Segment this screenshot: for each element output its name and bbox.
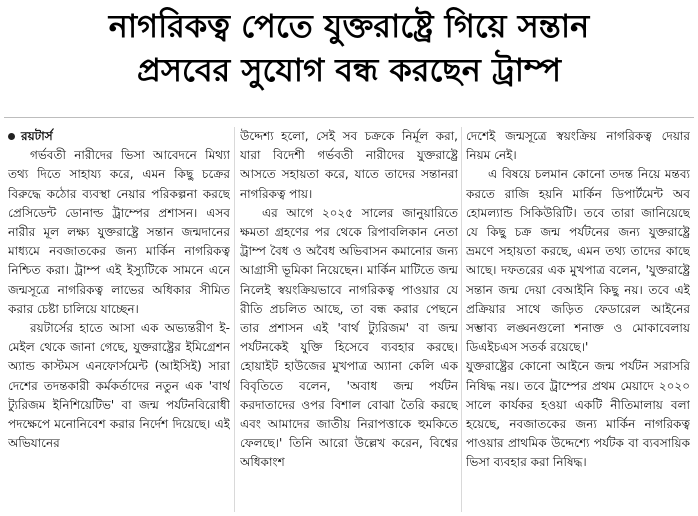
bullet-icon bbox=[8, 133, 15, 140]
headline-divider bbox=[4, 117, 694, 118]
article-column-1 bbox=[8, 127, 230, 512]
column-divider bbox=[234, 127, 235, 512]
byline bbox=[8, 127, 230, 146]
column-divider bbox=[461, 127, 462, 512]
headline-line-1: নাগরিকত্ব পেতে যুক্তরাষ্ট্রে গিয়ে সন্তান bbox=[108, 7, 590, 45]
article-column-2 bbox=[240, 127, 458, 512]
paragraph: রয়টার্সের হাতে আসা এক অভ্যন্তরীণ ই-মেইল থেকে জানা গেছে, যুক্তরাষ্ট্রের ইমিগ্রেশন অ্যান্ড কাস্টমস এনফোর্সমেন্ট (আইসিই) সারা দেশের তদন্তকারী কর্মকর্তাদের নতুন এক 'বার্থ ট্যুরিজম ইনিশিয়েটিভ' বা জন্ম পর্যটনবিরোধী পদক্ষেপে মনোনিবেশ করার নির্দেশ দিয়েছে। এই অভিযানের bbox=[8, 321, 230, 451]
paragraph: এ বিষয়ে চলমান কোনো তদন্ত নিয়ে মন্তব্য করতে রাজি হয়নি মার্কিন ডিপার্টমেন্ট অব হোমল্যান্ড সিকিউরিটি। তবে তারা জানিয়েছে যে কিছু চক্র জন্ম পর্যটনের জন্য যুক্তরাষ্ট্রে ভ্রমণে সহায়তা করছে, এমন তথ্য তাদের কাছে আছে। দফতরের এক মুখপাত্র বলেন, 'যুক্তরাষ্ট্রে সন্তান জন্ম দেয়া বেআইনি কিছু নয়। তবে এই প্রক্রিয়ার সাথে জড়িত ফেডারেল আইনের সম্ভাব্য লঙ্ঘনগুলো শনাক্ত ও মোকাবেলায় ডিএইচএস সতর্ক রয়েছে।' bbox=[466, 167, 690, 355]
paragraph: উদ্দেশ্য হলো, সেই সব চক্রকে নির্মূল করা, যারা বিদেশী গর্ভবতী নারীদের যুক্তরাষ্ট্রে আসতে সহায়তা করে, যাতে তাদের সন্তানরা নাগরিকত্ব পায়। bbox=[240, 129, 458, 201]
headline bbox=[14, 4, 684, 92]
paragraph: এর আগে ২০২৫ সালের জানুয়ারিতে ক্ষমতা গ্রহণের পর থেকে রিপাবলিকান নেতা ট্রাম্প বৈধ ও অবৈধ অভিবাসন কমানোর জন্য আগ্রাসী ভূমিকা নিয়েছেন। মার্কিন মাটিতে জন্ম নিলেই স্বয়ংক্রিয়ভাবে নাগরিকত্ব পাওয়ার যে রীতি প্রচলিত আছে, তা বন্ধ করার পেছনে তার প্রশাসন এই 'বার্থ ট্যুরিজম' বা জন্ম পর্যটনকেই যুক্তি হিসেবে ব্যবহার করছে। হোয়াইট হাউজের মুখপাত্র অ্যানা কেলি এক বিবৃতিতে বলেন, 'অবাধ জন্ম পর্যটন করদাতাদের ওপর বিশাল বোঝা তৈরি করছে এবং আমাদের জাতীয় নিরাপত্তাকে হুমকিতে ফেলছে।' তিনি আরো উল্লেখ করেন, বিশ্বের অধিকাংশ bbox=[240, 205, 458, 470]
paragraph: যুক্তরাষ্ট্রের কোনো আইনে জন্ম পর্যটন সরাসরি নিষিদ্ধ নয়। তবে ট্রাম্পের প্রথম মেয়াদে ২০২০ সালে কার্যকর হওয়া একটি নীতিমালায় বলা হয়েছে, নবজাতকের জন্য মার্কিন নাগরিকত্ব পাওয়ার প্রাথমিক উদ্দেশ্যে পর্যটক বা ব্যবসায়িক ভিসা ব্যবহার করা নিষিদ্ধ। bbox=[466, 359, 690, 470]
article-column-3 bbox=[466, 127, 690, 512]
paragraph: গর্ভবতী নারীদের ভিসা আবেদনে মিথ্যা তথ্য দিতে সাহায্য করে, এমন কিছু চক্রের বিরুদ্ধে কঠোর ব্যবস্থা নেয়ার পরিকল্পনা করছে প্রেসিডেন্ট ডোনাল্ড ট্রাম্পের প্রশাসন। এসব নারীর মূল লক্ষ্য যুক্তরাষ্ট্রে সন্তান জন্মদানের মাধ্যমে নবজাতকের জন্য মার্কিন নাগরিকত্ব নিশ্চিত করা। ট্রাম্প এই ইস্যুটিকে সামনে এনে জন্মসূত্রে নাগরিকত্ব লাভের অধিকার সীমিত করার চেষ্টা চালিয়ে যাচ্ছেন। bbox=[8, 148, 230, 316]
paragraph: দেশেই জন্মসূত্রে স্বয়ংক্রিয় নাগরিকত্ব দেয়ার নিয়ম নেই। bbox=[466, 129, 690, 163]
headline-line-2: প্রসবের সুযোগ বন্ধ করছেন ট্রাম্প bbox=[136, 51, 562, 89]
source-label: রয়টার্স bbox=[21, 129, 53, 143]
